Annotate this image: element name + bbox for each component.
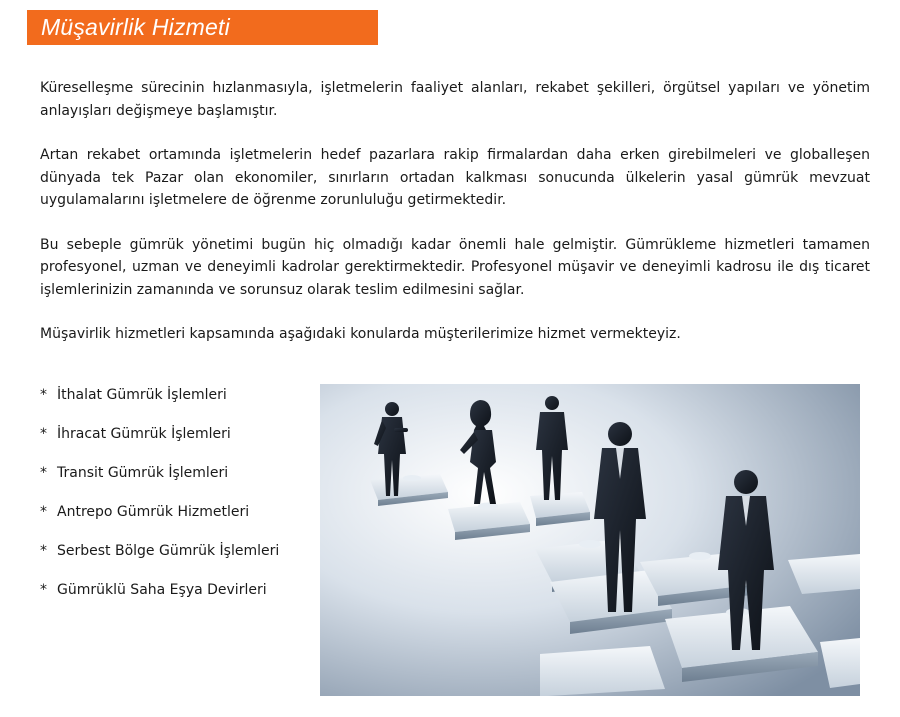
service-label: Gümrüklü Saha Eşya Devirleri: [57, 582, 267, 598]
list-item: [40, 462, 279, 501]
list-item: [40, 540, 279, 579]
service-label: İhracat Gümrük İşlemleri: [57, 426, 231, 442]
paragraph-3: Bu sebeple gümrük yönetimi bugün hiç olmadığı kadar önemli hale gelmiştir. Gümrükleme hizmetleri tamamen profesyonel, uzman ve deneyimli kadrolar gerektirmektedir. Profesyonel müşavir ve deneyimli kadrosu ile dış ticaret işlemlerinizin zamanında ve sorunsuz olarak teslim edilmesini sağlar.: [40, 236, 870, 298]
bullet-star: *: [40, 543, 47, 559]
paragraph-4: Müşavirlik hizmetleri kapsamında aşağıdaki konularda müşterilerimize hizmet vermekteyiz.: [40, 326, 681, 342]
intro-text: [40, 77, 870, 368]
list-item: [40, 423, 279, 462]
service-label: İthalat Gümrük İşlemleri: [57, 387, 227, 403]
list-item: [40, 579, 279, 618]
page-title-bar: [27, 10, 378, 45]
list-item: [40, 501, 279, 540]
service-label: Antrepo Gümrük Hizmetleri: [57, 504, 250, 520]
paragraph-2: Artan rekabet ortamında işletmelerin hedef pazarlara rakip firmalardan daha erken girebilmeleri ve globalleşen dünyada tek Pazar olan ekonomiler, sınırların ortadan kalkması sonucunda ülkelerin yasal gümrük mevzuat uygulamalarını işletmelere de öğrenme zorunluluğu getirmektedir.: [40, 147, 870, 208]
bullet-star: *: [40, 387, 47, 403]
page-title: Müşavirlik Hizmeti: [41, 14, 230, 40]
service-label: Transit Gümrük İşlemleri: [57, 465, 229, 481]
bullet-star: *: [40, 504, 47, 520]
list-item: [40, 384, 279, 423]
services-list: [40, 384, 279, 618]
business-people-puzzle-image: [320, 384, 860, 696]
bullet-star: *: [40, 426, 47, 442]
bullet-star: *: [40, 582, 47, 598]
bullet-star: *: [40, 465, 47, 481]
service-label: Serbest Bölge Gümrük İşlemleri: [57, 543, 280, 559]
paragraph-1: Küreselleşme sürecinin hızlanmasıyla, işletmelerin faaliyet alanları, rekabet şekilleri, örgütsel yapıları ve yönetim anlayışları değişmeye başlamıştır.: [40, 80, 870, 119]
